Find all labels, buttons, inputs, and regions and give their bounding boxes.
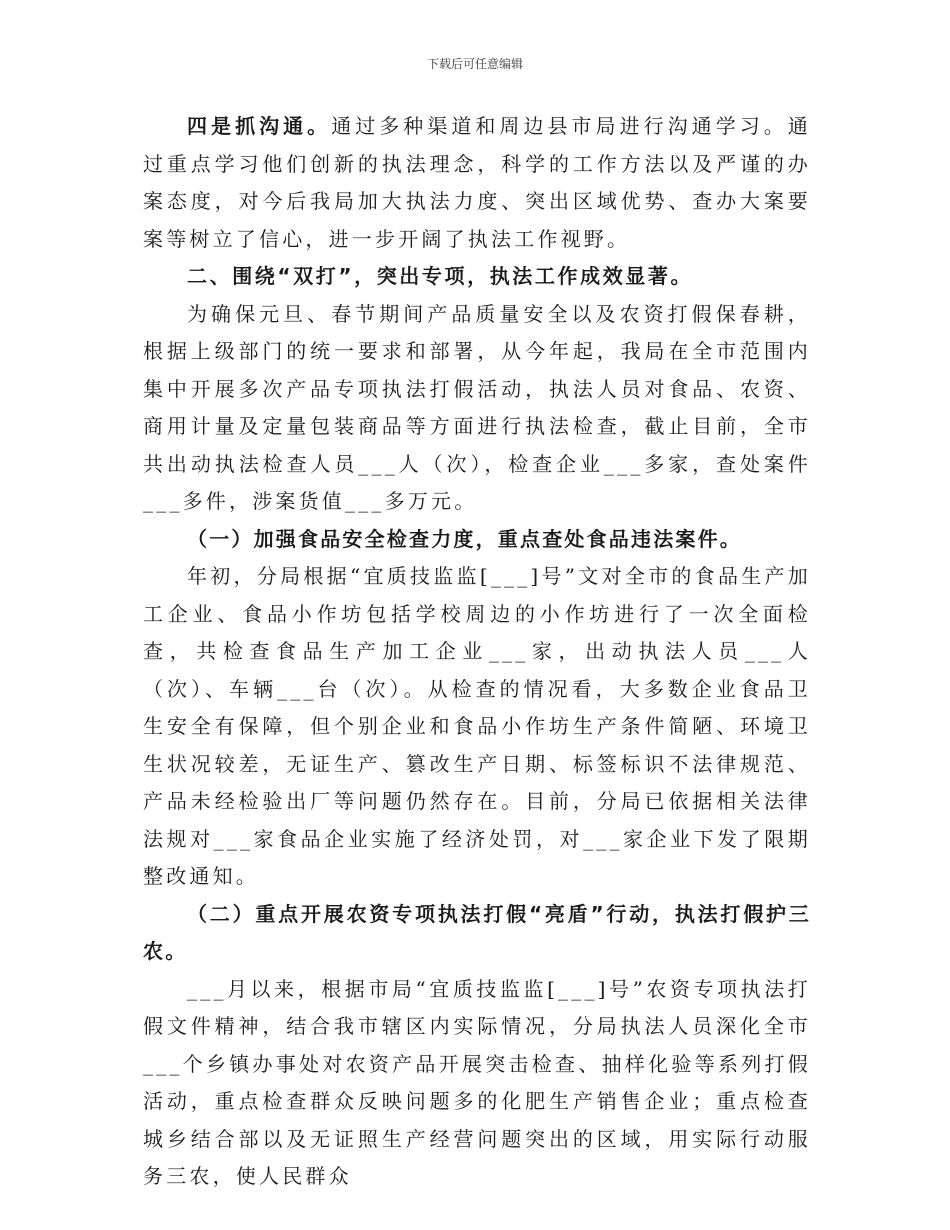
paragraph-text: 通过多种渠道和周边县市局进行沟通学习。通过重点学习他们创新的执法理念，科学的工作方法以及严谨的办案态度，对今后我局加大执法力度、突出区域优势、查办大案要案等树立了信心，进一步开阔了执法工作视野。 (143, 114, 812, 251)
paragraph-food-inspection: 年初，分局根据“宜质技监监[___]号”文对全市的食品生产加工企业、食品小作坊包括学校周边的小作坊进行了一次全面检查，共检查食品生产加工企业___家，出动执法人员___人（次）、车辆___台（次）。从检查的情况看，大多数企业食品卫生安全有保障，但个别企业和食品小作坊生产条件简陋、环境卫生状况较差，无证生产、篡改生产日期、标签标识不法律规范、产品未经检验出厂等问题仍然存在。目前，分局已依据相关法律法规对___家食品企业实施了经济处罚，对___家企业下发了限期整改通知。 (143, 564, 811, 888)
paragraph-lead: 四是抓沟通。 (187, 114, 332, 138)
paragraph-communication (143, 108, 811, 258)
subsection-heading-agricultural: （二）重点开展农资专项执法打假“亮盾”行动，执法打假护三农。 (143, 901, 811, 963)
subsection-heading-food-safety: （一）加强食品安全检查力度，重点查处食品违法案件。 (187, 526, 742, 551)
paragraph-agricultural-action: ___月以来，根据市局“宜质技监监[___]号”农资专项执法打假文件精神，结合我市辖区内实际情况，分局执法人员深化全市___个乡镇办事处对农资产品开展突击检查、抽样化验等系列打假活动，重点检查群众反映问题多的化肥生产销售企业；重点检查城乡结合部以及无证照生产经营问题突出的区域，用实际行动服务三农，使人民群众 (143, 976, 811, 1188)
section-heading-2: 二、围绕“双打”，突出专项，执法工作成效显著。 (187, 264, 694, 288)
page-header-note: 下载后可任意编辑 (426, 57, 523, 71)
document-body (143, 108, 811, 1196)
paragraph-special-enforcement: 为确保元旦、春节期间产品质量安全以及农资打假保春耕，根据上级部门的统一要求和部署，从今年起，我局在全市范围内集中开展多次产品专项执法打假活动，执法人员对食品、农资、商用计量及定量包装商品等方面进行执法检查，截止目前，全市共出动执法检查人员___人（次），检查企业___多家，查处案件___多件，涉案货值___多万元。 (143, 301, 811, 513)
